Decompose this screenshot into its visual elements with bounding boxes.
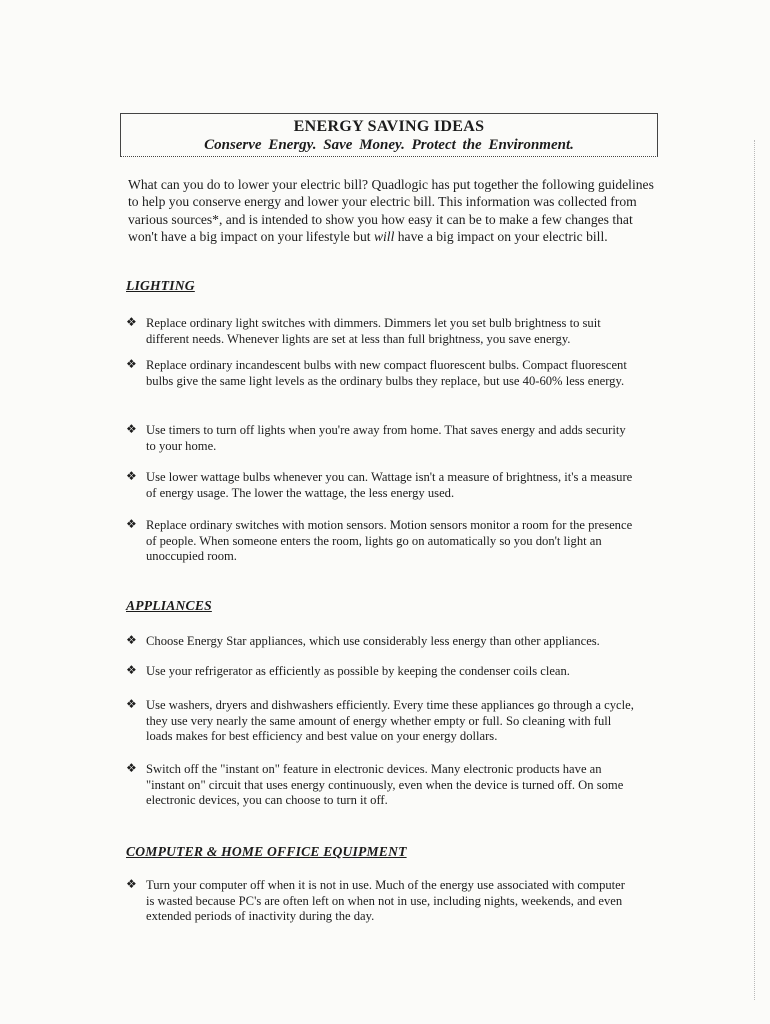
- list-item-text: Replace ordinary incandescent bulbs with new compact fluorescent bulbs. Compact fluorescent bulbs give the same light levels as the ordinary bulbs they replace, but use 40-60% less energy.: [146, 358, 627, 388]
- list-item: [126, 634, 634, 650]
- bullet-icon: ❖: [126, 517, 137, 531]
- bullet-icon: ❖: [126, 663, 137, 677]
- list-item: [126, 470, 634, 501]
- list-item-text: Replace ordinary light switches with dimmers. Dimmers let you set bulb brightness to suit different needs. Whenever lights are set at less than full brightness, you save energy.: [146, 316, 601, 346]
- intro-text-after: have a big impact on your electric bill.: [394, 229, 608, 245]
- list-item-text: Turn your computer off when it is not in use. Much of the energy use associated with computer is wasted because PC's are often left on when not in use, including nights, weekends, and even extended periods of inactivity during the day.: [146, 878, 625, 924]
- list-item-text: Use timers to turn off lights when you're away from home. That saves energy and adds security to your home.: [146, 423, 626, 453]
- bullet-icon: ❖: [126, 697, 137, 711]
- list-item: [126, 518, 634, 565]
- intro-text-before: What can you do to lower your electric bill? Quadlogic has put together the following guidelines to help you conserve energy and lower your electric bill. This information was collected from various sources*, and is intended to show you how easy it can be to make a few changes that won't have a big impact on your lifestyle but: [128, 177, 654, 245]
- bullet-icon: ❖: [126, 422, 137, 436]
- bullet-icon: ❖: [126, 315, 137, 329]
- bullet-icon: ❖: [126, 633, 137, 647]
- list-item-text: Switch off the "instant on" feature in electronic devices. Many electronic products have an "instant on" circuit that uses energy continuously, even when the device is turned off. On some electronic devices, you can choose to turn it off.: [146, 762, 624, 808]
- list-item: [126, 423, 634, 454]
- list-item: [126, 878, 634, 925]
- section-heading-lighting: LIGHTING: [126, 278, 195, 293]
- document-title: ENERGY SAVING IDEAS: [293, 118, 485, 135]
- bullet-icon: ❖: [126, 761, 137, 775]
- list-item-text: Replace ordinary switches with motion sensors. Motion sensors monitor a room for the presence of people. When someone enters the room, lights go on automatically so you don't light an unoccupied room.: [146, 518, 633, 564]
- document-subtitle: Conserve Energy. Save Money. Protect the Environment.: [204, 137, 574, 153]
- intro-paragraph: [128, 176, 654, 246]
- title-box: [120, 113, 658, 157]
- section-heading-computer: COMPUTER & HOME OFFICE EQUIPMENT: [126, 844, 407, 859]
- scan-margin-line: [754, 140, 755, 1000]
- bullet-icon: ❖: [126, 357, 137, 371]
- list-item: [126, 316, 634, 347]
- section-heading-appliances: APPLIANCES: [126, 598, 212, 613]
- list-item-text: Choose Energy Star appliances, which use considerably less energy than other appliances.: [146, 634, 600, 648]
- list-item-text: Use washers, dryers and dishwashers efficiently. Every time these appliances go through a cycle, they use very nearly the same amount of energy whether empty or full. So cleaning with full loads makes for best efficiency and best value on your energy dollars.: [146, 698, 634, 744]
- list-item-text: Use lower wattage bulbs whenever you can. Wattage isn't a measure of brightness, it's a measure of energy usage. The lower the wattage, the less energy used.: [146, 470, 633, 500]
- list-item-text: Use your refrigerator as efficiently as possible by keeping the condenser coils clean.: [146, 664, 570, 678]
- list-item: [126, 698, 634, 745]
- list-item: [126, 664, 634, 680]
- list-item: [126, 358, 634, 389]
- bullet-icon: ❖: [126, 877, 137, 891]
- list-item: [126, 762, 634, 809]
- bullet-icon: ❖: [126, 469, 137, 483]
- intro-emphasis: will: [373, 229, 395, 245]
